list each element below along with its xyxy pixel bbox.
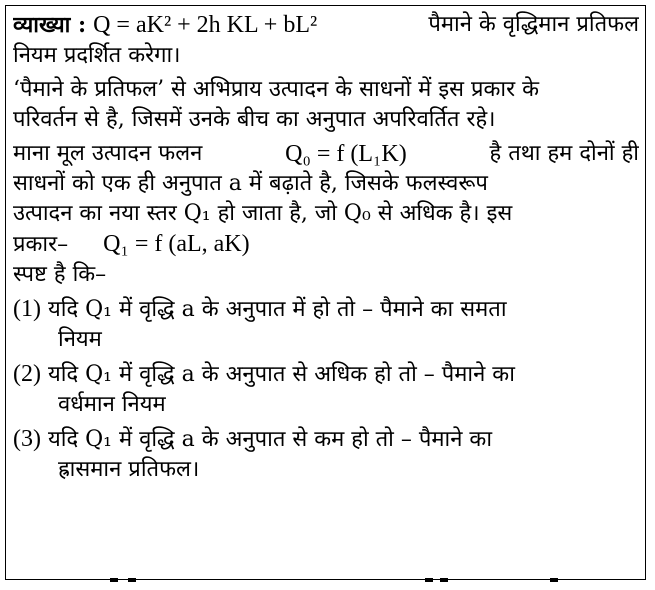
assumption-line1 xyxy=(13,139,639,169)
case-line2: ह्रासमान प्रतिफल। xyxy=(58,457,200,482)
heading-text-line2: नियम प्रदर्शित करेगा। xyxy=(13,43,181,68)
explanation-box xyxy=(5,5,646,580)
heading-line xyxy=(13,10,639,41)
cropped-text-fragment xyxy=(80,578,580,590)
definition-line1-text: ‘पैमाने के प्रतिफल’ से अभिप्राय उत्पादन के साधनों में इस प्रकार के xyxy=(13,77,539,102)
case-line1: यदि Q₁ में वृद्धि a के अनुपात से अधिक हो तो – पैमाने का xyxy=(47,362,515,387)
heading-label: व्याख्या : xyxy=(13,12,87,38)
case-line1: यदि Q₁ में वृद्धि a के अनुपात में हो तो – पैमाने का समता xyxy=(47,297,507,322)
case-line1: यदि Q₁ में वृद्धि a के अनुपात से कम हो तो – पैमाने का xyxy=(47,427,493,452)
case-item xyxy=(13,424,639,485)
case-number: (1) xyxy=(13,296,41,322)
clear-statement: स्पष्ट है कि– xyxy=(13,262,107,287)
assumption-line1-tail: है तथा हम दोनों ही xyxy=(489,141,639,166)
definition-line1 xyxy=(13,75,639,105)
case-item xyxy=(13,359,639,420)
case-item xyxy=(13,294,639,355)
heading-text-line1: पैमाने के वृद्धिमान प्रतिफल xyxy=(428,12,639,37)
production-equation: Q = aK² + 2h KL + bL² xyxy=(93,12,318,38)
assumption-line4 xyxy=(13,229,639,260)
case-line2: नियम xyxy=(58,327,102,352)
assumption-line2: साधनों को एक ही अनुपात a में बढ़ाते है, जिसके फलस्वरूप xyxy=(13,171,488,196)
new-function-equation: Q₁ = f (aL, aK) xyxy=(103,231,250,257)
case-number: (2) xyxy=(13,361,41,387)
assumption-line3: उत्पादन का नया स्तर Q₁ हो जाता है, जो Q₀ से अधिक है। इस xyxy=(13,201,513,226)
case-line2: वर्धमान नियम xyxy=(58,392,166,417)
assumption-line1-text: माना मूल उत्पादन फलन xyxy=(13,141,203,166)
assumption-line4-text: प्रकार– xyxy=(13,232,69,257)
original-function-equation: Q₀ = f (L₁K) xyxy=(285,141,407,167)
definition-line2: परिवर्तन से है, जिसमें उनके बीच का अनुपात अपरिवर्तित रहे। xyxy=(13,107,496,132)
case-number: (3) xyxy=(13,426,41,452)
